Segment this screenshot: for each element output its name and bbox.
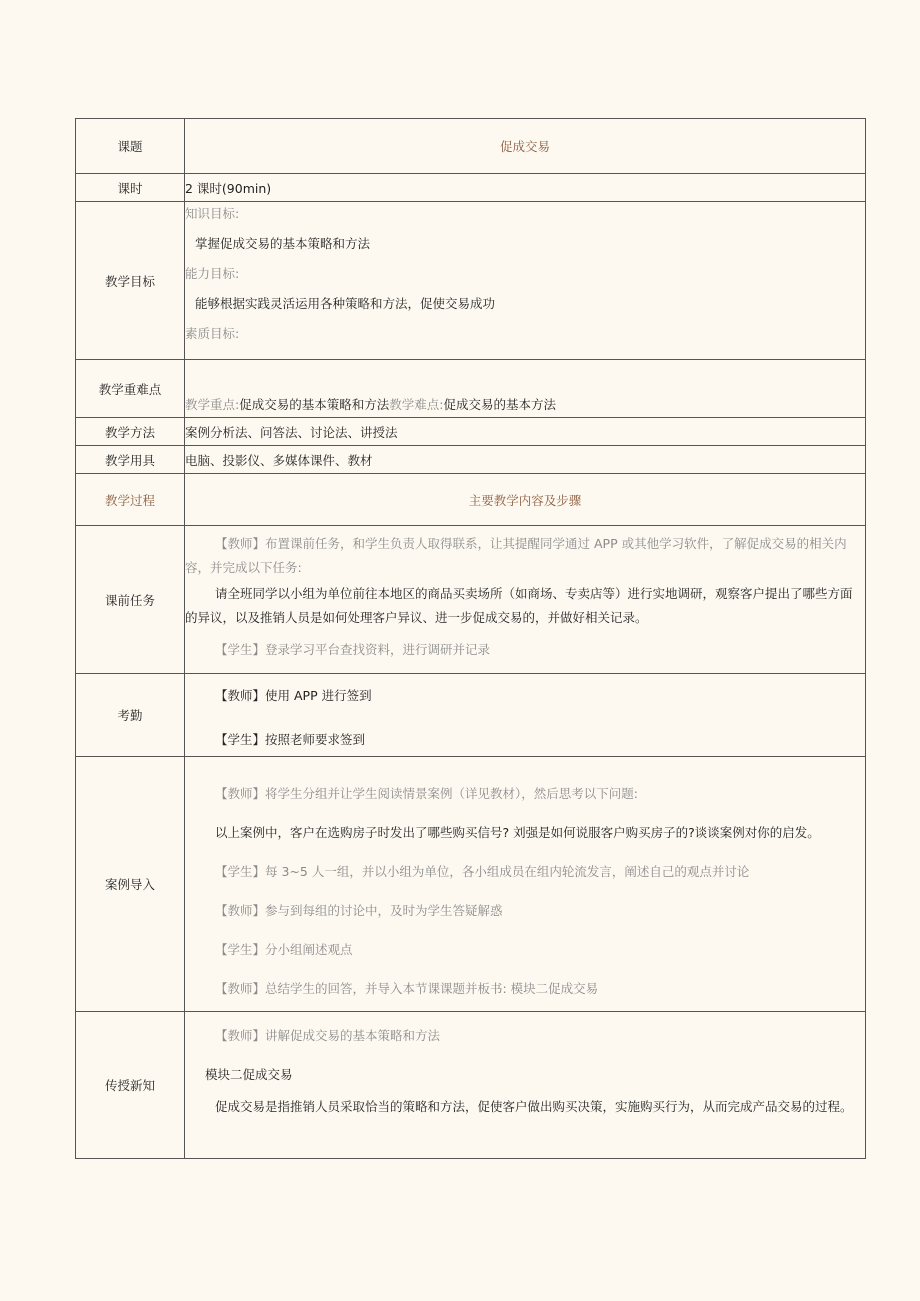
key-point: 促成交易的基本策略和方法: [239, 397, 390, 412]
hours-label: 课时: [76, 174, 185, 202]
key-points-label: 教学重难点: [76, 360, 185, 418]
case-step-3: 【学生】每 3~5 人一组，并以小组为单位，各小组成员在组内轮流发言，阐述自己的观点并讨论: [215, 864, 750, 879]
topic-row: [76, 119, 866, 174]
teach-step-1: 【教师】讲解促成交易的基本策略和方法: [215, 1028, 441, 1043]
goal-quality-label: 素质目标:: [185, 326, 240, 341]
goal-ability: 能够根据实践灵活运用各种策略和方法，促使交易成功: [195, 296, 496, 311]
attendance-row: [76, 674, 866, 757]
pre-class-label: 课前任务: [76, 526, 185, 674]
goal-knowledge-label: 知识目标:: [185, 206, 240, 221]
case-label: 案例导入: [76, 757, 185, 1012]
difficult-point: 促成交易的基本方法: [443, 397, 556, 412]
topic-label: 课题: [76, 119, 185, 174]
tools-value: 电脑、投影仪、多媒体课件、教材: [185, 446, 866, 474]
goal-knowledge: 掌握促成交易的基本策略和方法: [195, 236, 371, 251]
attendance-label: 考勤: [76, 674, 185, 757]
case-step-6: 【教师】总结学生的回答，并导入本节课课题并板书: 模块二促成交易: [215, 981, 599, 996]
process-header: 主要教学内容及步骤: [185, 474, 866, 526]
goal-ability-label: 能力目标:: [185, 266, 240, 281]
hours-row: [76, 174, 866, 202]
teach-step-2: 模块二促成交易: [205, 1067, 293, 1082]
attendance-teacher: 【教师】使用 APP 进行签到: [215, 688, 372, 703]
tools-row: [76, 446, 866, 474]
attendance-content: [185, 674, 866, 757]
new-knowledge-content: [185, 1012, 866, 1159]
key-point-label: 教学重点:: [185, 397, 240, 412]
case-content: [185, 757, 866, 1012]
method-label: 教学方法: [76, 418, 185, 446]
key-points-content: [185, 360, 866, 418]
teach-step-3: 促成交易是指推销人员采取恰当的策略和方法，促使客户做出购买决策，实施购买行为，从而完成产品交易的过程。: [215, 1099, 853, 1114]
pre-class-teacher: 【教师】布置课前任务，和学生负责人取得联系，让其提醒同学通过 APP 或其他学习软件，了解促成交易的相关内容，并完成以下任务:: [185, 536, 847, 575]
key-points-row: [76, 360, 866, 418]
new-knowledge-label: 传授新知: [76, 1012, 185, 1159]
pre-class-row: [76, 526, 866, 674]
method-row: [76, 418, 866, 446]
goals-content: [185, 202, 866, 360]
case-step-5: 【学生】分小组阐述观点: [215, 942, 353, 957]
new-knowledge-row: [76, 1012, 866, 1159]
tools-label: 教学用具: [76, 446, 185, 474]
case-step-2: 以上案例中，客户在选购房子时发出了哪些购买信号? 刘强是如何说服客户购买房子的?谈谈案例对你的启发。: [215, 825, 820, 840]
case-step-1: 【教师】将学生分组并让学生阅读情景案例（详见教材），然后思考以下问题:: [215, 786, 638, 801]
case-row: [76, 757, 866, 1012]
case-step-4: 【教师】参与到每组的讨论中，及时为学生答疑解惑: [215, 903, 503, 918]
lesson-plan-table: [75, 118, 866, 1159]
hours-value: 2 课时(90min): [185, 174, 866, 202]
attendance-student: 【学生】按照老师要求签到: [215, 732, 366, 747]
goals-label: 教学目标: [76, 202, 185, 360]
difficult-point-label: 教学难点:: [389, 397, 444, 412]
process-header-row: [76, 474, 866, 526]
pre-class-task: 请全班同学以小组为单位前往本地区的商品买卖场所（如商场、专卖店等）进行实地调研，观察客户提出了哪些方面的异议，以及推销人员是如何处理客户异议、进一步促成交易的，并做好相关记录。: [185, 586, 853, 625]
lesson-title: 促成交易: [185, 119, 866, 174]
process-label: 教学过程: [76, 474, 185, 526]
method-value: 案例分析法、问答法、讨论法、讲授法: [185, 418, 866, 446]
pre-class-content: [185, 526, 866, 674]
pre-class-student: 【学生】登录学习平台查找资料，进行调研并记录: [215, 642, 491, 657]
goals-row: [76, 202, 866, 360]
